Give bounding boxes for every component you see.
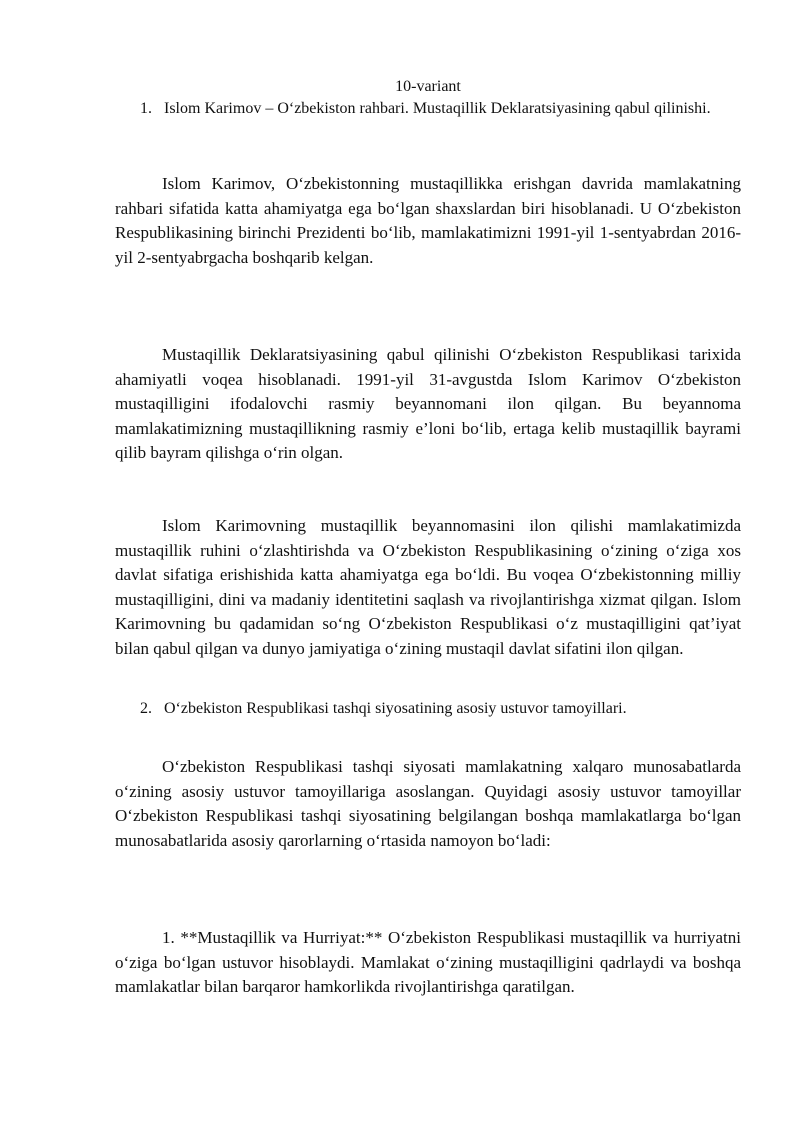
section-number: 2. bbox=[140, 700, 152, 717]
document-title: 10-variant bbox=[395, 78, 461, 95]
section-heading-1 bbox=[140, 97, 724, 121]
paragraph: Islom Karimov, O‘zbekistonning mustaqillikka erishgan davrida mamlakatning rahbari sifatida katta ahamiyatga ega bo‘lgan shaxslardan biri hisoblanadi. U O‘zbekiston Respublikasining birinchi Prezidenti bo‘lib, mamlakatimizni 1991-yil 1-sentyabrdan 2016-yil 2-sentyabrgacha boshqarib kelgan. bbox=[115, 174, 741, 267]
section-title: O‘zbekiston Respublikasi tashqi siyosatining asosiy ustuvor tamoyillari. bbox=[164, 700, 627, 717]
paragraph: Islom Karimovning mustaqillik beyannomasini ilon qilishi mamlakatimizda mustaqillik ruhini o‘zlashtirishda va O‘zbekiston Respublikasining o‘zining o‘ziga xos davlat sifatiga erishishida katta ahamiyatga ega bo‘ldi. Bu voqea O‘zbekistonning milliy mustaqilligini, dini va madaniy identitetini saqlash va rivojlantirishga xizmat qilgan. Islom Karimovning bu qadamidan so‘ng O‘zbekiston Respublikasi o‘z mustaqilligini qat’iyat bilan qabul qilgan va dunyo jamiyatiga o‘zining mustaqil davlat sifatini ilon qilgan. bbox=[115, 516, 741, 658]
list-paragraph: 1. **Mustaqillik va Hurriyat:** O‘zbekiston Respublikasi mustaqillik va hurriyatni o‘ziga bo‘lgan ustuvor hisoblaydi. Mamlakat o‘zining mustaqilligini qadrlaydi va boshqa mamlakatlar bilan barqaror hamkorlikda rivojlantirishga qaratilgan. bbox=[115, 928, 741, 996]
paragraph: Mustaqillik Deklaratsiyasining qabul qilinishi O‘zbekiston Respublikasi tarixida ahamiyatli voqea hisoblanadi. 1991-yil 31-avgustda Islom Karimov O‘zbekiston mustaqilligini ifodalovchi rasmiy beyannomani ilon qilgan. Bu beyannoma mamlakatimizning mustaqillikning rasmiy e’loni bo‘lib, ertaga kelib mustaqillik bayrami qilib bayram qilishga o‘rin olgan. bbox=[115, 345, 741, 462]
section-heading-2 bbox=[140, 697, 724, 721]
paragraph: O‘zbekiston Respublikasi tashqi siyosati mamlakatning xalqaro munosabatlarda o‘zining asosiy ustuvor tamoyillariga asoslangan. Quyidagi asosiy ustuvor tamoyillar O‘zbekiston Respublikasi tashqi siyosatining belgilangan boshqa mamlakatlarga bo‘lgan munosabatlarida asosiy qarorlarning o‘rtasida namoyon bo‘ladi: bbox=[115, 757, 741, 850]
section-title: Islom Karimov – O‘zbekiston rahbari. Mustaqillik Deklaratsiyasining qabul qilinishi. bbox=[164, 100, 711, 117]
section-number: 1. bbox=[140, 100, 152, 117]
